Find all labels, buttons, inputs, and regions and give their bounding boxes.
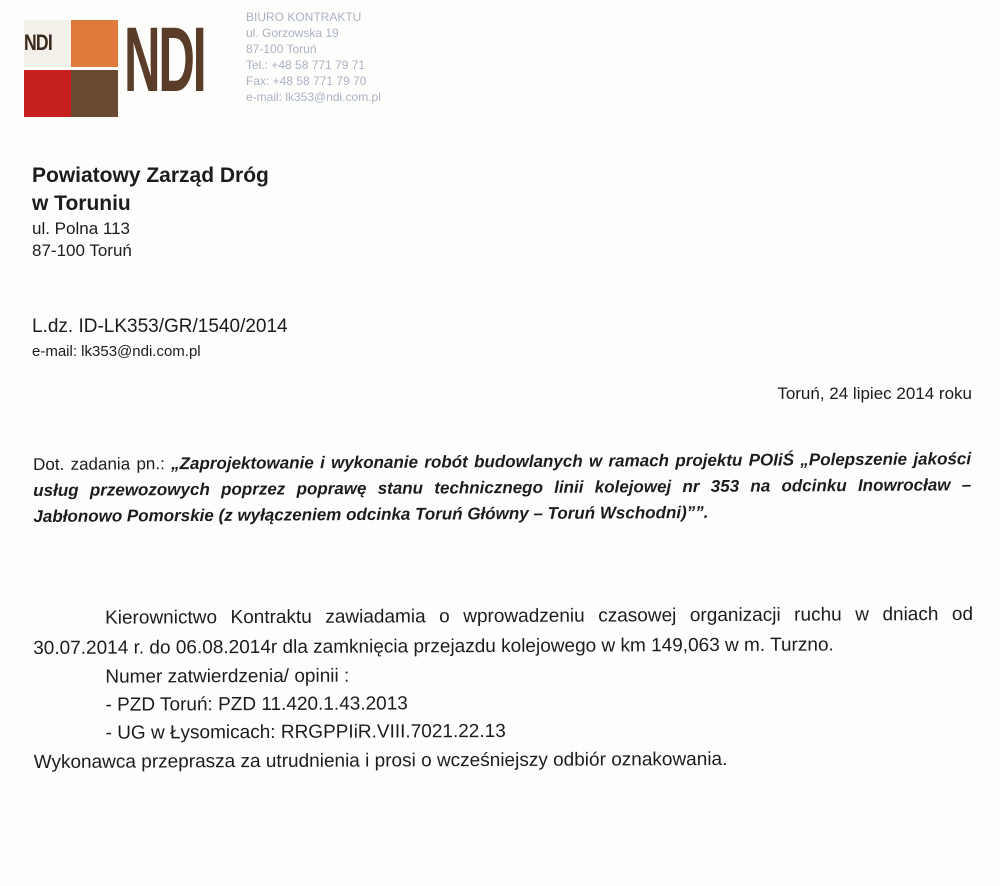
letter-date: Toruń, 24 lipiec 2014 roku [777, 384, 972, 403]
body-paragraph: Kierownictwo Kontraktu zawiadamia o wprowadzeniu czasowej organizacji ruchu w dniach od 30.07.2014 r. do 06.08.2014r dla zamknięcia przejazdu kolejowego w km 149,063 w m. Turzno. [33, 603, 974, 659]
letter-body [33, 600, 974, 778]
approval-pzd: - PZD Toruń: PZD 11.420.1.43.2013 [105, 693, 408, 716]
recipient-city: 87-100 Toruń [32, 241, 132, 260]
office-fax: Fax: +48 58 771 79 70 [246, 74, 367, 88]
recipient-name-line1: Powiatowy Zarząd Dróg [32, 164, 269, 187]
logo-square-red [24, 70, 71, 117]
logo-text-small: NDI [24, 30, 52, 55]
recipient-block [32, 162, 269, 262]
subject-title: „Zaprojektowanie i wykonanie robót budowlanych w ramach projektu POIiŚ „Polepszenie jakości usług przewozowych poprzez poprawę stanu technicznego linii kolejowej nr 353 na odcinku Inowrocław – Jabłonowo Pomorskie (z wyłączeniem odcinka Toruń Główny – Toruń Wschodni)””. [33, 449, 972, 526]
office-tel: Tel.: +48 58 771 79 71 [246, 58, 366, 72]
logo-text-big: NDI [124, 9, 205, 111]
subject-block [33, 446, 971, 530]
approval-ug: - UG w Łysomicach: RRGPPIiR.VIII.7021.22.13 [105, 720, 506, 744]
office-address [246, 9, 381, 105]
subject-prefix: Dot. zadania pn.: [33, 454, 165, 474]
recipient-name-line2: w Toruniu [32, 192, 131, 215]
office-email: e-mail: lk353@ndi.com.pl [246, 90, 381, 104]
logo-square-orange [71, 20, 118, 67]
reference-number: L.dz. ID-LK353/GR/1540/2014 [32, 316, 288, 337]
reference-email: e-mail: lk353@ndi.com.pl [32, 343, 201, 360]
approval-label: Numer zatwierdzenia/ opinii : [105, 665, 350, 688]
office-title: BIURO KONTRAKTU [246, 10, 362, 24]
office-city: 87-100 Toruń [246, 42, 317, 56]
recipient-street: ul. Polna 113 [32, 219, 130, 238]
company-logo [24, 9, 206, 120]
logo-square-brown [71, 70, 118, 117]
closing-sentence: Wykonawca przeprasza za utrudnienia i prosi o wcześniejszy odbiór oznakowania. [33, 748, 728, 773]
office-street: ul. Gorzowska 19 [246, 26, 339, 40]
